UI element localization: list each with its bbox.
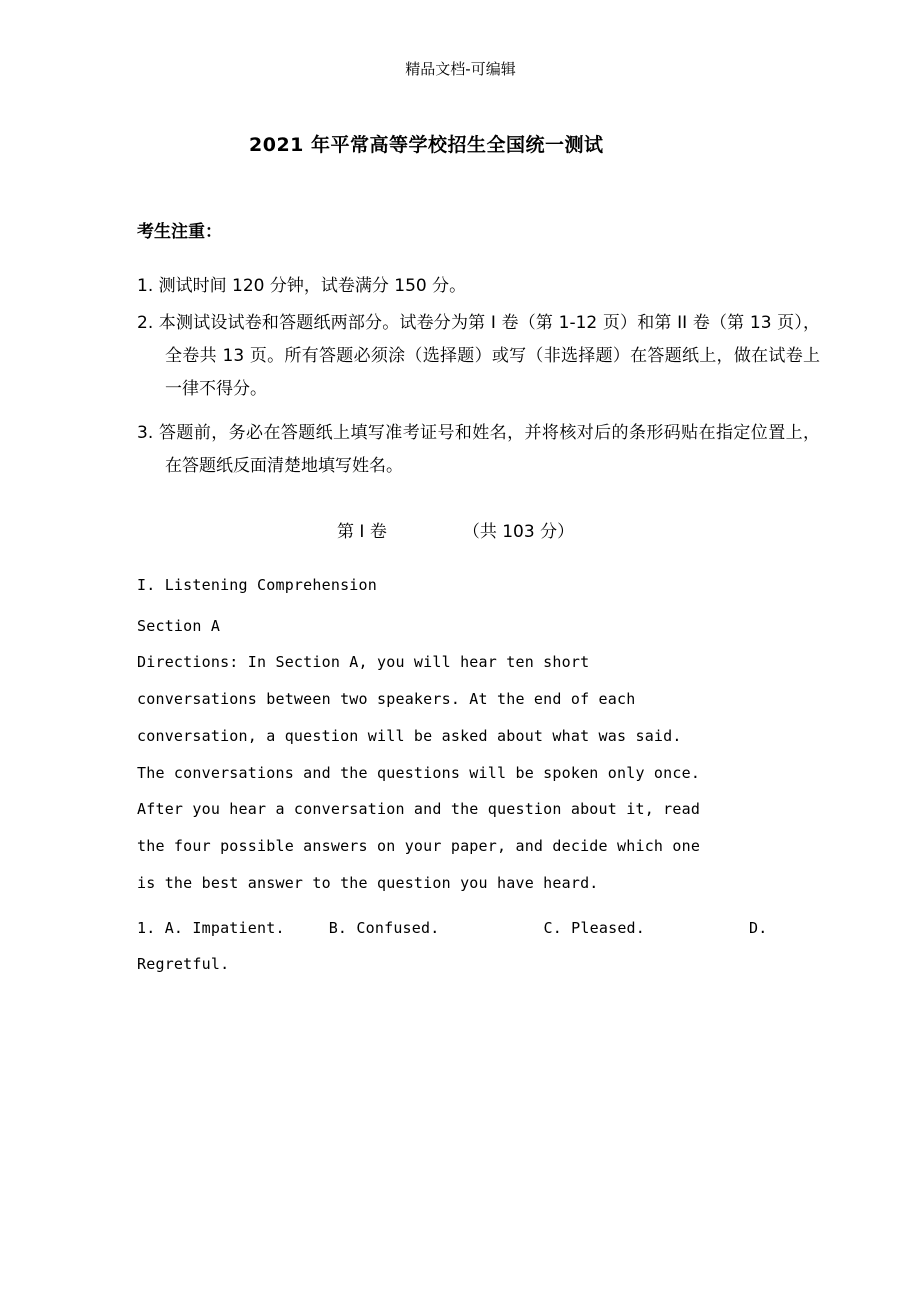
page-title: 2021 年平常高等学校招生全国统一测试 [249, 134, 604, 156]
paper-section-heading [137, 517, 820, 542]
question-1-option-c: C. Pleased. [543, 918, 646, 937]
directions-line-1: Directions: In Section A, you will hear ten short [137, 653, 590, 672]
listening-section-label: Section A [137, 616, 221, 635]
question-1-option-d: D. [749, 918, 768, 937]
notice-item-2: 2. 本测试设试卷和答题纸两部分。试卷分为第 I 卷（第 1-12 页）和第 II 卷（第 13 页），全卷共 13 页。所有答题必须涂（选择题）或写（非选择题）在答题纸上，做在试卷上一律不得分。 [137, 313, 820, 400]
listening-part-title: I. Listening Comprehension [137, 575, 377, 594]
watermark-text: 精品文档-可编辑 [405, 60, 516, 78]
notice-heading: 考生注重： [137, 222, 222, 242]
directions-line-5: After you hear a conversation and the question about it, read [137, 800, 701, 819]
paper-section-label: 第 I 卷 [337, 521, 387, 542]
directions-line-6: the four possible answers on your paper, and decide which one [137, 837, 701, 856]
question-1-option-d-continued: Regretful. [137, 955, 230, 974]
question-1-options [137, 913, 820, 944]
directions-line-3: conversation, a question will be asked about what was said. [137, 726, 682, 745]
directions-line-2: conversations between two speakers. At the end of each [137, 690, 636, 709]
paper-section-score: （共 103 分） [462, 521, 575, 542]
directions-line-4: The conversations and the questions will be spoken only once. [137, 763, 701, 782]
question-1-option-a: 1. A. Impatient. [137, 918, 285, 937]
notice-item-1: 1. 测试时间 120 分钟，试卷满分 150 分。 [137, 276, 467, 296]
question-1-option-b: B. Confused. [328, 918, 440, 937]
directions-line-7: is the best answer to the question you have heard. [137, 873, 599, 892]
notice-item-3: 3. 答题前，务必在答题纸上填写准考证号和姓名，并将核对后的条形码贴在指定位置上，在答题纸反面清楚地填写姓名。 [137, 422, 820, 476]
